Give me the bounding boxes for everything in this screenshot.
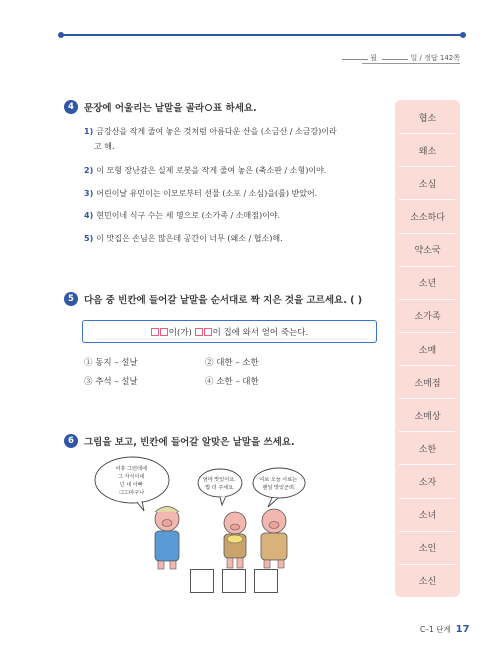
pig-family-illustration — [92, 455, 307, 570]
q4-item-4-text: 현민이네 식구 수는 세 명으로 (소가족 / 소매점)이야. — [96, 211, 281, 220]
date-underline — [362, 63, 460, 64]
question-5-number: 5 — [64, 292, 78, 306]
answer-box-2[interactable] — [222, 569, 246, 593]
top-rule-right-dot — [460, 32, 466, 38]
word-bank-item: 소매상 — [414, 411, 441, 422]
unit-label: C–1 단계 — [420, 625, 451, 634]
word-bank-divider — [399, 431, 456, 432]
blank-square-icon — [204, 328, 212, 336]
q5-choice-3[interactable]: ③ 추석 – 설날 — [84, 377, 138, 387]
question-6-prompt: 그림을 보고, 빈칸에 들어갈 알맞은 낱말을 쓰세요. — [84, 437, 295, 448]
bubble-left-line-3: 넌 내 아빠 — [119, 482, 143, 488]
word-bank-divider — [399, 365, 456, 366]
speech-bubble-middle — [198, 469, 242, 497]
word-bank-item: 협소 — [418, 113, 437, 124]
q4-item-4-number: 4) — [84, 211, 94, 220]
blank-square-icon — [151, 328, 159, 336]
q5-choice-2[interactable]: ② 대한 – 소한 — [205, 358, 259, 368]
circle-mark-icon — [205, 104, 212, 111]
q4-item-5-text: 이 맛집은 손님은 많은데 공간이 너무 (왜소 / 협소)해. — [96, 234, 283, 243]
q5-sentence-box — [82, 320, 377, 343]
word-bank-divider — [399, 398, 456, 399]
word-bank-item: 소매점 — [414, 378, 441, 389]
question-4-prompt-start: 문장에 어울리는 낱말을 골라 — [84, 103, 205, 114]
q4-item-3-text: 어린이날 유민이는 이모로부터 선물 (소포 / 소심)을(를) 받았어. — [96, 189, 318, 198]
word-bank-item: 소년 — [418, 279, 437, 290]
speech-bubble-left — [95, 457, 169, 503]
q4-item-2-number: 2) — [84, 166, 94, 175]
bubble-right-line-2: 왠일 맛있군려. — [262, 485, 296, 491]
day-blank[interactable] — [382, 59, 408, 60]
word-bank-item: 소신 — [418, 577, 437, 588]
word-bank-item: 소인 — [418, 544, 437, 555]
word-bank-item: 소녀 — [418, 511, 437, 522]
bubble-left-line-4: □□□야구나 — [119, 490, 145, 496]
q4-item-5 — [84, 231, 384, 246]
q4-item-1-text-cont: 고 해. — [94, 142, 115, 151]
question-5-prompt: 다음 중 빈칸에 들어갈 낱말을 순서대로 짝 지은 것을 고르세요. ( ) — [84, 295, 363, 306]
question-4-heading — [64, 100, 257, 114]
month-blank[interactable] — [342, 59, 368, 60]
blank-square-icon — [195, 328, 203, 336]
q4-item-2 — [84, 163, 384, 178]
page-number: 17 — [455, 624, 470, 635]
q4-item-4 — [84, 208, 384, 223]
word-bank-divider — [399, 266, 456, 267]
word-bank-item: 소자 — [418, 478, 437, 489]
word-bank-divider — [399, 531, 456, 532]
q4-item-3 — [84, 186, 384, 201]
answer-reference: / 정답 142쪽 — [419, 54, 460, 62]
word-bank-item: 소가족 — [414, 312, 441, 323]
word-bank-divider — [399, 332, 456, 333]
word-bank-divider — [399, 564, 456, 565]
speech-bubble-right — [253, 468, 305, 498]
q4-item-2-text: 이 모형 장난감은 실제 로봇을 작게 줄여 놓은 (축소판 / 소형)이야. — [96, 166, 327, 175]
bubble-right-line-1: 여보 오늘 사료는 — [259, 477, 298, 483]
day-label: 일 — [410, 54, 418, 62]
father-pig-figure — [261, 509, 287, 568]
date-line — [342, 53, 460, 63]
question-4-number: 4 — [64, 100, 78, 114]
question-5-heading — [64, 292, 362, 306]
q4-item-1-number: 1) — [84, 127, 94, 136]
q4-item-5-number: 5) — [84, 234, 94, 243]
word-bank-divider — [399, 233, 456, 234]
answer-box-3[interactable] — [254, 569, 278, 593]
bubble-left-line-2: 그 자식이네 — [118, 474, 145, 480]
q4-item-1 — [84, 124, 384, 154]
bubble-middle-line-1: 엄마 맛있어요. — [202, 477, 236, 483]
q4-item-3-number: 3) — [84, 189, 94, 198]
mother-pig-figure — [155, 507, 179, 570]
word-bank-divider — [399, 133, 456, 134]
child-pig-figure — [224, 512, 246, 568]
question-6-number: 6 — [64, 434, 78, 448]
top-rule — [62, 34, 462, 36]
word-bank-item: 약소국 — [414, 246, 441, 257]
word-bank-item: 소매 — [418, 345, 437, 356]
answer-box-1[interactable] — [190, 569, 214, 593]
word-bank-divider — [399, 199, 456, 200]
q5-choice-4[interactable]: ④ 소한 – 대한 — [205, 377, 259, 387]
question-4-prompt-end: 표 하세요. — [213, 103, 257, 114]
word-bank-item: 소소하다 — [410, 212, 445, 223]
month-label: 월 — [370, 54, 378, 62]
bubble-middle-line-2: 밥 더 주세요. — [205, 485, 235, 491]
q5-sentence-part2: 이 집에 와서 얻어 죽는다. — [212, 327, 309, 338]
bubble-left-line-1: 어휴 그런데에 — [115, 466, 148, 472]
word-bank-item: 왜소 — [418, 146, 437, 157]
q4-item-1-text: 금강산을 작게 줄여 놓은 것처럼 아름다운 산을 (소금산 / 소금강)이라 — [96, 127, 337, 136]
blank-square-icon — [160, 328, 168, 336]
q5-sentence-part1: 이(가) — [168, 327, 195, 338]
word-bank-divider — [399, 498, 456, 499]
q5-choice-1[interactable]: ① 동지 – 설날 — [84, 358, 138, 368]
word-bank-item: 소한 — [418, 444, 437, 455]
word-bank-divider — [399, 166, 456, 167]
question-6-heading — [64, 434, 295, 448]
word-bank-item: 소심 — [418, 179, 437, 190]
word-bank-divider — [399, 299, 456, 300]
word-bank-divider — [399, 464, 456, 465]
page-footer — [420, 624, 470, 635]
